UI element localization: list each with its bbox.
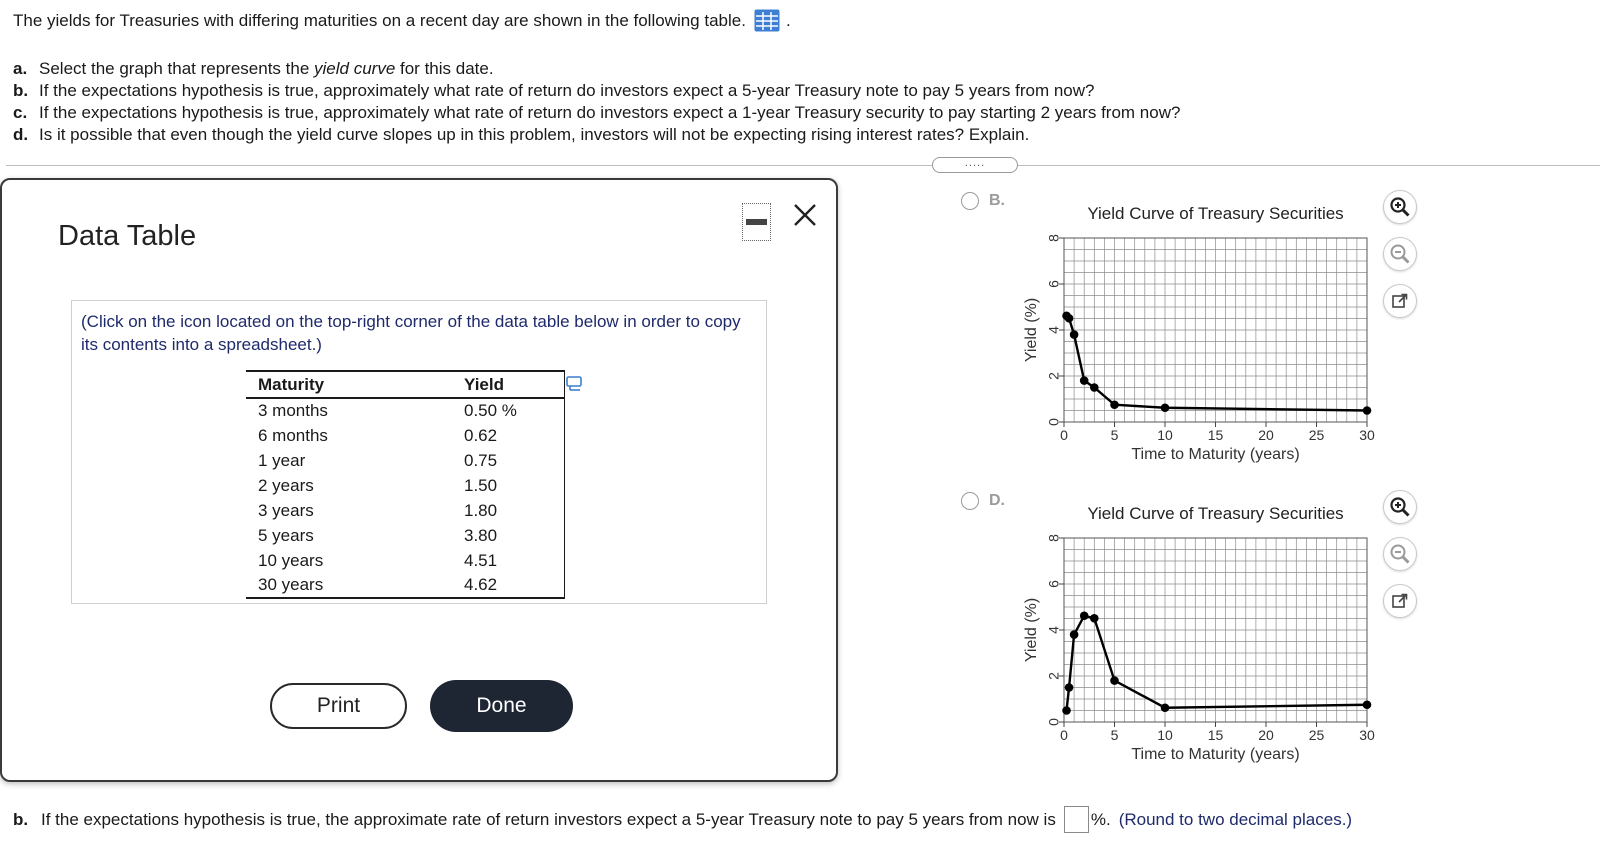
chart-option-b bbox=[1010, 200, 1375, 470]
table-row bbox=[246, 548, 564, 573]
yield-curve-chart bbox=[1010, 200, 1375, 470]
data-point bbox=[1070, 330, 1079, 339]
data-point bbox=[1363, 700, 1372, 709]
x-tick-label: 15 bbox=[1207, 427, 1224, 443]
maturity-cell: 1 year bbox=[258, 450, 306, 470]
question-d bbox=[13, 124, 1180, 146]
maturity-cell: 5 years bbox=[258, 525, 314, 545]
y-tick-label: 2 bbox=[1045, 372, 1062, 380]
expand-handle[interactable]: ..... bbox=[932, 157, 1018, 173]
data-point bbox=[1080, 376, 1089, 385]
x-tick-label: 15 bbox=[1207, 727, 1224, 743]
print-button[interactable]: Print bbox=[270, 683, 407, 729]
y-tick-label: 4 bbox=[1045, 626, 1062, 634]
header-yield: Yield bbox=[452, 371, 564, 398]
data-point bbox=[1065, 314, 1074, 323]
answer-text: If the expectations hypothesis is true, the approximate rate of return investors expect a 5-year Treasury note to pay 5 years from now is bbox=[41, 809, 1056, 829]
option-b-radio[interactable] bbox=[961, 192, 979, 210]
y-tick-label: 2 bbox=[1045, 672, 1062, 680]
yield-cell: 1.80 bbox=[452, 498, 564, 523]
header-maturity: Maturity bbox=[246, 371, 452, 398]
data-point bbox=[1110, 676, 1119, 685]
x-tick-label: 25 bbox=[1308, 727, 1325, 743]
x-tick-label: 20 bbox=[1258, 727, 1274, 743]
chart-option-d bbox=[1010, 500, 1375, 770]
chart-title: Yield Curve of Treasury Securities bbox=[1087, 204, 1344, 223]
x-tick-label: 5 bbox=[1110, 727, 1119, 743]
y-tick-label: 6 bbox=[1045, 280, 1062, 288]
close-button[interactable] bbox=[790, 198, 820, 232]
popout-icon bbox=[1391, 592, 1409, 610]
x-tick-label: 20 bbox=[1258, 427, 1274, 443]
data-point bbox=[1363, 406, 1372, 415]
zoom-in-button[interactable] bbox=[1383, 490, 1417, 524]
question-a bbox=[13, 58, 1180, 80]
close-icon bbox=[792, 202, 818, 228]
data-point bbox=[1062, 706, 1071, 715]
x-tick-label: 0 bbox=[1060, 727, 1068, 743]
yield-table bbox=[246, 370, 565, 599]
data-table-icon[interactable] bbox=[754, 9, 780, 32]
chart-grid bbox=[1064, 538, 1367, 722]
zoom-out-button[interactable] bbox=[1383, 237, 1417, 271]
yield-curve-chart bbox=[1010, 500, 1375, 770]
data-point bbox=[1110, 400, 1119, 409]
maturity-cell: 3 months bbox=[258, 401, 328, 420]
question-text: If the expectations hypothesis is true, approximately what rate of return do investors expect a 5-year Treasury note to pay 5 years from now? bbox=[39, 81, 1095, 100]
copy-to-spreadsheet-icon[interactable] bbox=[566, 376, 584, 392]
table-row bbox=[246, 423, 564, 448]
data-point bbox=[1070, 630, 1079, 639]
y-axis-label: Yield (%) bbox=[1023, 297, 1041, 363]
y-tick-label: 8 bbox=[1045, 234, 1062, 242]
question-letter: c. bbox=[13, 103, 28, 122]
x-tick-label: 5 bbox=[1110, 427, 1119, 443]
option-d-label: D. bbox=[989, 492, 1005, 509]
table-row bbox=[246, 448, 564, 473]
maturity-cell: 30 years bbox=[246, 573, 452, 598]
x-tick-label: 30 bbox=[1359, 427, 1375, 443]
y-tick-label: 6 bbox=[1045, 580, 1062, 588]
yield-cell: 0.50 % bbox=[452, 398, 564, 423]
popout-icon bbox=[1391, 292, 1409, 310]
section-divider bbox=[6, 165, 1600, 166]
chart-title: Yield Curve of Treasury Securities bbox=[1087, 504, 1344, 523]
x-tick-label: 25 bbox=[1308, 427, 1325, 443]
x-axis-label: Time to Maturity (years) bbox=[1131, 446, 1300, 463]
question-text: Select the graph that represents the bbox=[39, 59, 315, 78]
x-tick-label: 30 bbox=[1359, 727, 1375, 743]
question-letter: d. bbox=[13, 125, 29, 144]
zoom-out-icon bbox=[1389, 543, 1411, 565]
table-row bbox=[246, 398, 564, 423]
minimize-button[interactable] bbox=[742, 203, 771, 241]
data-table-dialog bbox=[0, 178, 838, 782]
chart-grid bbox=[1064, 238, 1367, 422]
yield-cell: 3.80 bbox=[452, 523, 564, 548]
data-point bbox=[1161, 403, 1170, 412]
answer-prompt bbox=[13, 806, 1352, 833]
maturity-cell: 3 years bbox=[258, 500, 314, 520]
maturity-cell: 2 years bbox=[258, 475, 314, 495]
question-c bbox=[13, 102, 1180, 124]
dialog-title: Data Table bbox=[58, 220, 197, 252]
data-table-panel bbox=[71, 300, 767, 604]
yield-cell: 1.50 bbox=[452, 473, 564, 498]
table-row bbox=[246, 473, 564, 498]
data-point bbox=[1090, 383, 1099, 392]
minimize-icon bbox=[746, 219, 767, 225]
question-text: Is it possible that even though the yield curve slopes up in this problem, investors will not be expecting rising interest rates? Explain. bbox=[39, 125, 1030, 144]
option-d-radio[interactable] bbox=[961, 492, 979, 510]
intro-period: . bbox=[785, 10, 791, 30]
x-axis-label: Time to Maturity (years) bbox=[1131, 746, 1300, 763]
y-tick-label: 4 bbox=[1045, 326, 1062, 334]
question-list bbox=[13, 58, 1180, 146]
question-emphasis: yield curve bbox=[314, 59, 396, 78]
table-row bbox=[246, 523, 564, 548]
yield-cell: 0.62 bbox=[452, 423, 564, 448]
data-point bbox=[1161, 703, 1170, 712]
zoom-out-icon bbox=[1389, 243, 1411, 265]
copy-instruction: (Click on the icon located on the top-right corner of the data table below in order to copy its contents into a spreadsheet.) bbox=[81, 312, 741, 354]
answer-letter: b. bbox=[13, 809, 29, 829]
question-b bbox=[13, 80, 1180, 102]
x-tick-label: 0 bbox=[1060, 427, 1068, 443]
question-text: If the expectations hypothesis is true, approximately what rate of return do investors expect a 1-year Treasury security to pay starting 2 years from now? bbox=[39, 103, 1181, 122]
y-tick-label: 0 bbox=[1045, 718, 1062, 726]
question-letter: a. bbox=[13, 59, 28, 78]
yield-cell: 4.62 bbox=[452, 573, 564, 598]
popout-button[interactable] bbox=[1383, 584, 1417, 618]
zoom-in-button[interactable] bbox=[1383, 190, 1417, 224]
data-point bbox=[1065, 683, 1074, 692]
maturity-cell: 10 years bbox=[258, 550, 324, 570]
zoom-in-icon bbox=[1389, 496, 1411, 518]
answer-hint: (Round to two decimal places.) bbox=[1118, 809, 1353, 829]
data-point bbox=[1090, 614, 1099, 623]
x-tick-label: 10 bbox=[1157, 427, 1173, 443]
popout-button[interactable] bbox=[1383, 284, 1417, 318]
y-axis-label: Yield (%) bbox=[1023, 597, 1041, 663]
question-letter: b. bbox=[13, 81, 29, 100]
data-point bbox=[1080, 611, 1089, 620]
zoom-in-icon bbox=[1389, 196, 1411, 218]
question-text-end: for this date. bbox=[395, 59, 494, 78]
yield-cell: 0.75 bbox=[452, 448, 564, 473]
x-tick-label: 10 bbox=[1157, 727, 1173, 743]
table-row bbox=[246, 498, 564, 523]
done-button[interactable]: Done bbox=[430, 680, 573, 732]
y-tick-label: 8 bbox=[1045, 534, 1062, 542]
zoom-out-button[interactable] bbox=[1383, 537, 1417, 571]
yield-cell: 4.51 bbox=[452, 548, 564, 573]
intro-text bbox=[13, 9, 791, 32]
y-tick-label: 0 bbox=[1045, 418, 1062, 426]
table-row bbox=[246, 573, 564, 598]
maturity-cell: 6 months bbox=[258, 425, 328, 445]
intro-sentence: The yields for Treasuries with differing maturities on a recent day are shown in the following table. bbox=[13, 10, 746, 30]
answer-unit: %. bbox=[1090, 809, 1111, 829]
option-b-label: B. bbox=[989, 192, 1005, 209]
answer-input[interactable] bbox=[1064, 806, 1089, 833]
